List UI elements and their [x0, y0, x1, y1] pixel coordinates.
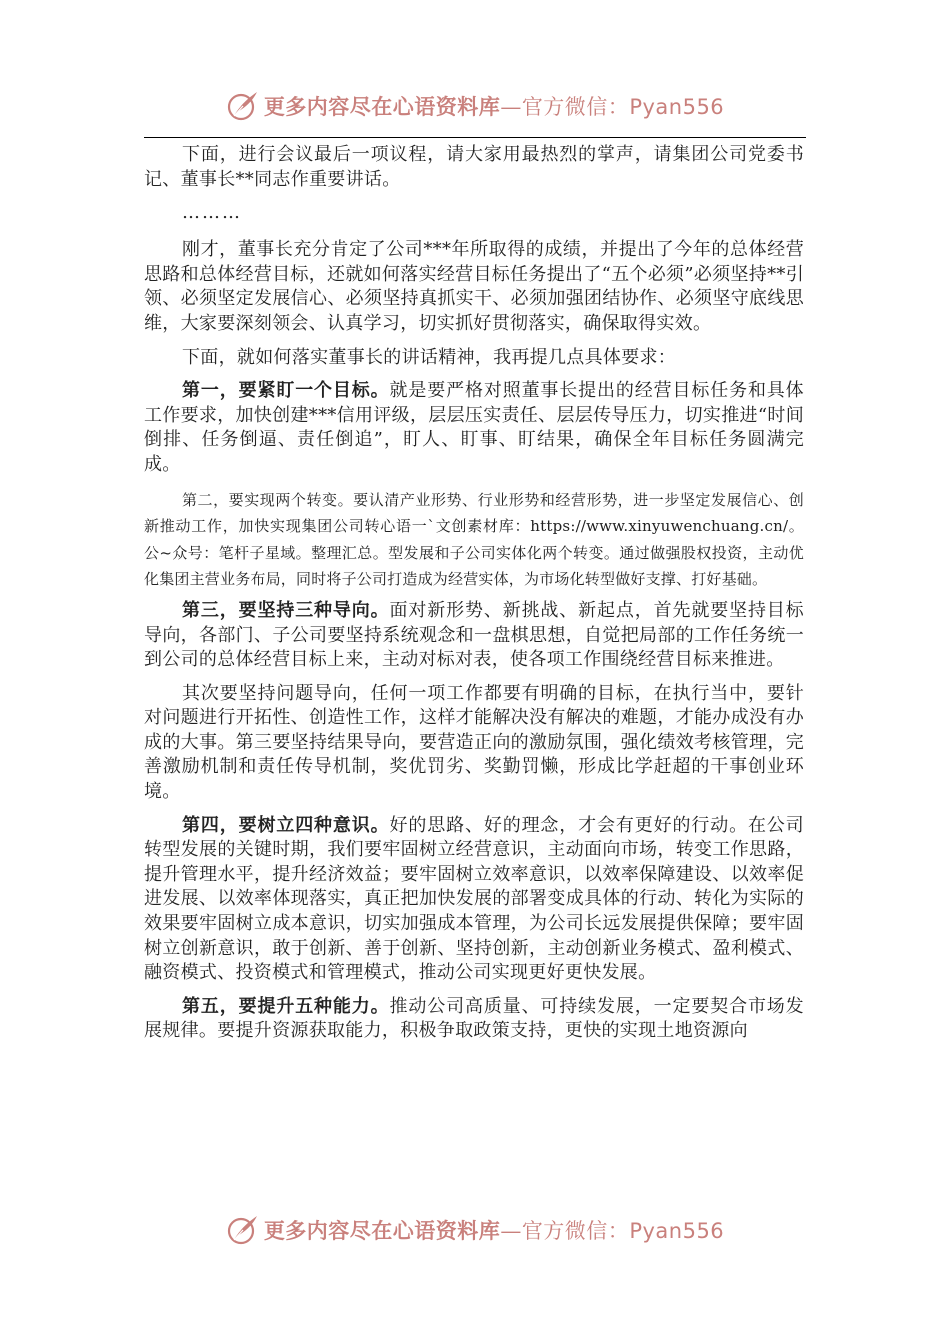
header-divider — [144, 137, 806, 138]
point-5-title: 第五，要提升五种能力。 — [182, 995, 390, 1017]
banner-title: 更多内容尽在心语资料库 — [263, 94, 501, 119]
header-banner-text — [264, 91, 724, 121]
paragraph-guidance: 其次要坚持问题导向，任何一项工作都要有明确的目标，在执行当中，要针对问题进行开拓性、创造性工作，这样才能解决没有解决的难题，才能办成没有办成的大事。第三要坚持结果导向，要营造正向的激励氛围，强化绩效考核管理，完善激励机制和责任传导机制，奖优罚劣、奖勤罚懒，形成比学赶超的干事创业环境。 — [144, 682, 804, 803]
paragraph-first-point — [144, 379, 804, 477]
document-body — [144, 143, 804, 1053]
quill-logo-icon — [226, 1213, 260, 1247]
footer-banner-text — [264, 1215, 724, 1245]
point-4-title: 第四，要树立四种意识。 — [182, 814, 390, 836]
wechat-id: Pyan556 — [629, 95, 725, 119]
point-1-body: 就是要严格对照董事长提出的经营目标任务和具体工作要求，加快创建***信用评级，层层压实责任、层层传导压力，切实推进“时间倒排、任务倒逼、责任倒追”，盯人、盯事、盯结果，确保全年目标任务圆满完成。 — [144, 380, 804, 475]
paragraph-fifth-point — [144, 995, 804, 1044]
paragraph-third-point — [144, 599, 804, 673]
point-3-body: 面对新形势、新挑战、新起点，首先就要坚持目标导向，各部门、子公司要坚持系统观念和一盘棋思想，自觉把局部的工作任务统一到公司的总体经营目标上来，主动对标对表，使各项工作围绕经营目标来推进。 — [144, 599, 804, 671]
paragraph-3: 下面，就如何落实董事长的讲话精神，我再提几点具体要求： — [182, 346, 677, 368]
wechat-id: Pyan556 — [629, 1219, 725, 1243]
point-5-body: 推动公司高质量、可持续发展，一定要契合市场发展规律。要提升资源获取能力，积极争取政策支持，更快的实现土地资源向 — [144, 995, 804, 1042]
paragraph-second-point: 第二，要实现两个转变。要认清产业形势、行业形势和经营形势，进一步坚定发展信心、创新推动工作，加快实现集团公司转心语一`文创素材库：https://www.xinyuwenchuang.cn/。公~众号：笔杆子星域。整理汇总。型发展和子公司实体化两个转变。通过做强股权投资，主动优化集团主营业务布局，同时将子公司打造成为经营实体，为市场化转型做好支撑、打好基础。 — [144, 490, 804, 589]
paragraph-fourth-point — [144, 814, 804, 986]
ellipsis: ……… — [182, 202, 242, 224]
wechat-label: 官方微信： — [521, 95, 630, 119]
quill-logo-icon — [226, 89, 260, 123]
header-banner — [0, 86, 950, 126]
banner-separator: — — [500, 95, 522, 119]
paragraph-1: 下面，进行会议最后一项议程，请大家用最热烈的掌声，请集团公司党委书记、董事长**同志作重要讲话。 — [144, 144, 804, 190]
wechat-label: 官方微信： — [521, 1219, 630, 1243]
paragraph-2: 刚才，董事长充分肯定了公司***年所取得的成绩，并提出了今年的总体经营思路和总体经营目标，还就如何落实经营目标任务提出了“五个必须”必须坚持**引领、必须坚定发展信心、必须坚持真抓实干、必须加强团结协作、必须坚守底线思维，大家要深刻领会、认真学习，切实抓好贯彻落实，确保取得实效。 — [144, 239, 804, 334]
banner-separator: — — [500, 1219, 522, 1243]
point-1-title: 第一，要紧盯一个目标。 — [182, 380, 390, 402]
footer-banner — [0, 1210, 950, 1250]
point-3-title: 第三，要坚持三种导向。 — [182, 599, 390, 621]
point-4-body: 好的思路、好的理念，才会有更好的行动。在公司转型发展的关键时期，我们要牢固树立经营意识，主动面向市场，转变工作思路，提升管理水平，提升经济效益；要牢固树立效率意识，以效率保障建设、以效率促进发展、以效率体现落实，真正把加快发展的部署变成具体的行动、转化为实际的效果要牢固树立成本意识，切实加强成本管理，为公司长远发展提供保障；要牢固树立创新意识，敢于创新、善于创新、坚持创新，主动创新业务模式、盈利模式、融资模式、投资模式和管理模式，推动公司实现更好更快发展。 — [144, 814, 804, 984]
banner-title: 更多内容尽在心语资料库 — [263, 1218, 501, 1243]
